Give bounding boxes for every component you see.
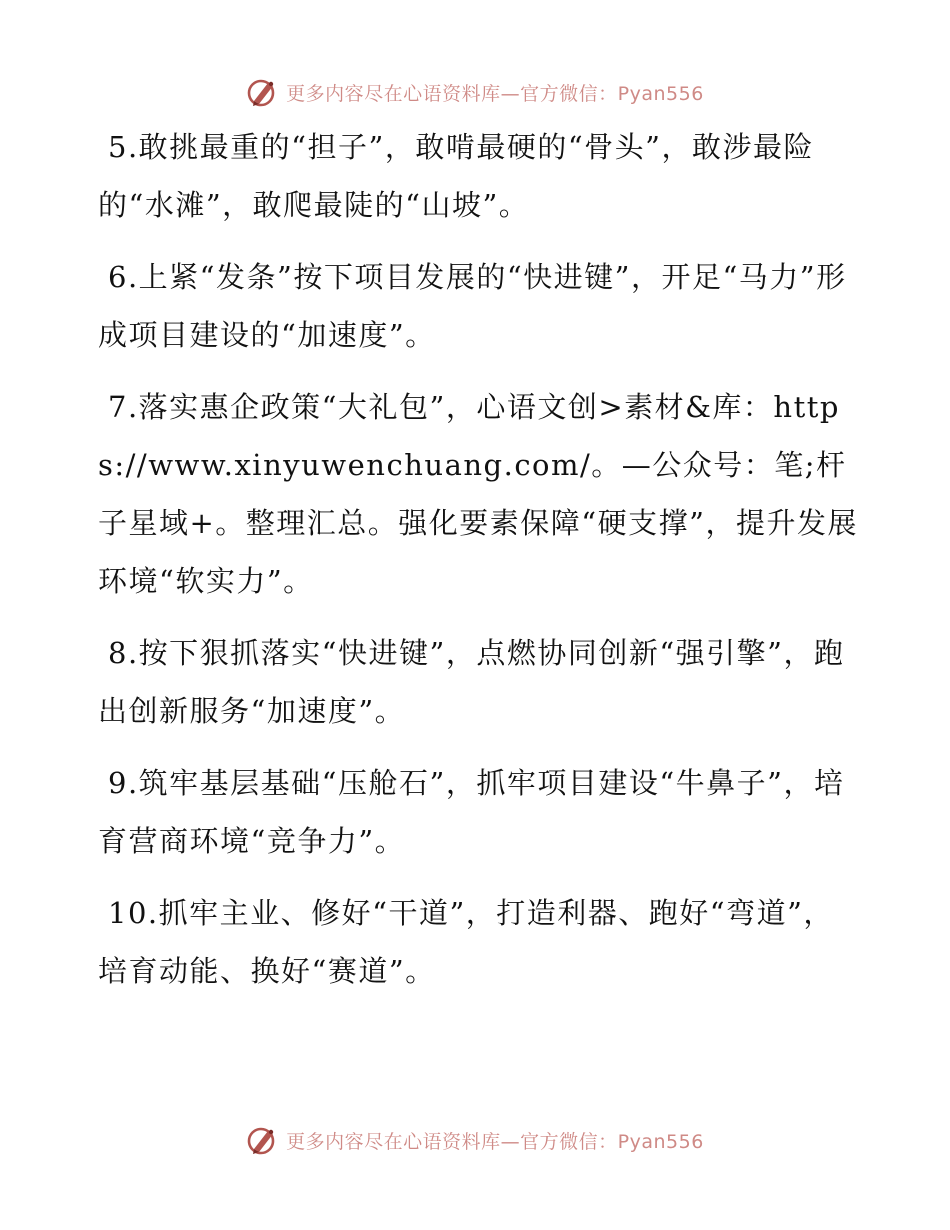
paragraph-7: [98, 378, 858, 610]
paragraph-8: [98, 624, 858, 740]
paragraph-9: [98, 754, 858, 870]
header-banner: [0, 72, 950, 112]
document-body: [98, 118, 858, 1014]
paragraph-9-text: 9.筑牢基层基础“压舱石”，抓牢项目建设“牛鼻子”，培育营商环境“竞争力”。: [98, 766, 845, 858]
pen-circle-logo-icon: [246, 75, 280, 109]
paragraph-8-text: 8.按下狠抓落实“快进键”，点燃协同创新“强引擎”，跑出创新服务“加速度”。: [98, 636, 845, 728]
pen-circle-logo-icon: [246, 1123, 280, 1157]
paragraph-6: [98, 248, 858, 364]
paragraph-5-text: 5.敢挑最重的“担子”，敢啃最硬的“骨头”，敢涉最险的“水滩”，敢爬最陡的“山坡”。: [98, 130, 814, 222]
paragraph-7-text: 7.落实惠企政策“大礼包”，心语文创>素材&库：https://www.xinyuwenchuang.com/。—公众号：笔;杆子星域+。整理汇总。强化要素保障“硬支撑”，提升发展环境“软实力”。: [98, 390, 858, 598]
footer-banner-text: 更多内容尽在心语资料库—官方微信：Pyan556: [286, 1130, 704, 1153]
paragraph-10: [98, 884, 858, 1000]
paragraph-10-text: 10.抓牢主业、修好“干道”，打造利器、跑好“弯道”，培育动能、换好“赛道”。: [98, 896, 834, 988]
paragraph-5: [98, 118, 858, 234]
footer-banner: [0, 1120, 950, 1160]
header-banner-text: 更多内容尽在心语资料库—官方微信：Pyan556: [286, 82, 704, 105]
paragraph-6-text: 6.上紧“发条”按下项目发展的“快进键”，开足“马力”形成项目建设的“加速度”。: [98, 260, 847, 352]
